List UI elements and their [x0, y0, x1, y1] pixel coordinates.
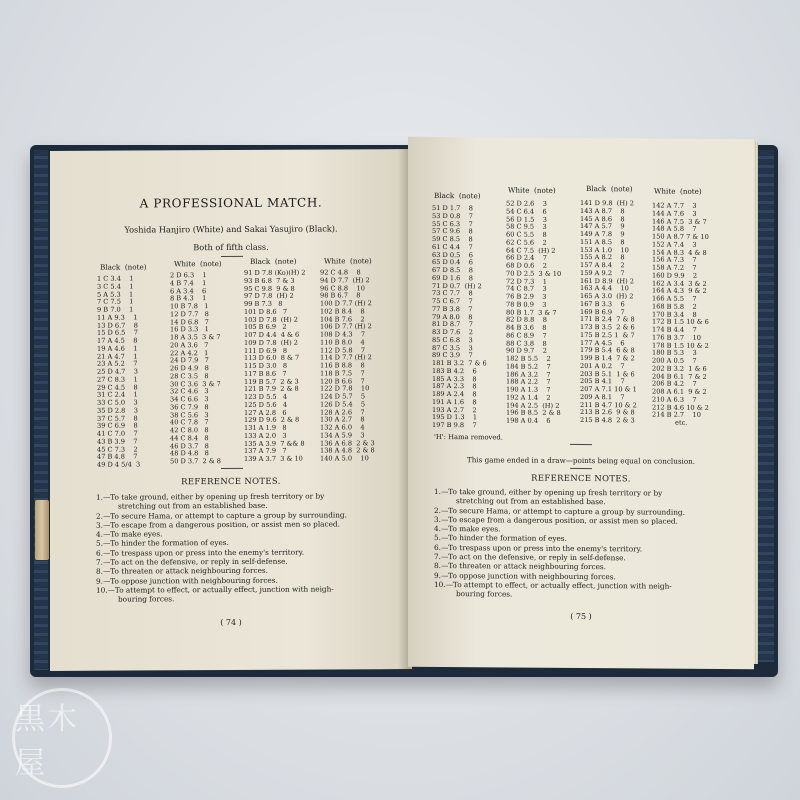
hama-note: 'H': Hama removed.	[434, 432, 503, 442]
reference-note: 9.—To oppose junction with neighbouring forces.	[96, 575, 278, 586]
column-header: White (note)	[324, 256, 372, 266]
column-header: White (note)	[174, 259, 222, 269]
divider	[221, 256, 243, 257]
book-cover-left-edge	[34, 150, 48, 670]
reference-note: 3.—To escape from a dangerous position, or assist men so placed.	[434, 514, 678, 526]
reference-note: 8.—To threaten or attack neighbouring forces.	[434, 561, 606, 572]
column-header: White (note)	[654, 186, 702, 196]
reference-note: 3.—To escape from a dangerous position, or assist men so placed.	[96, 519, 340, 530]
moves-column-black: 91 D 7.8 (Ko)(H) 2 93 B 6.8 7 & 3 95 C 9.8 9 & 8 97 D 7.8 (H) 2 99 B 7.3 8 101 D 8.6 7 103 D 7.8 (H) 2 105 B 6.9 2 107 D 4.4 4 & 6 109 D 7.8 (H) 2 111 D 6.9 8 113 D 6.0 8 & 7 115 D 3.0 8 117 B 8.6 7 119 B 5.7 2 & 3 121 B 7.9 2 & 8 123 D 5.5 4 125 D 5.6 4 127 A 2.8 6 129 D 9.6 2 & 8 131 A 1.9 8 133 A 2.0 3 135 A 3.9 7 && 8 137 A 7.9 7 139 A 3.7 3 & 10	[244, 268, 306, 463]
reference-notes-title: REFERENCE NOTES.	[531, 472, 631, 484]
moves-column-white: 52 D 2.6 3 54 C 6.4 6 56 D 1.5 3 58 C 9.5 3 60 C 5.5 8 62 C 5.6 2 64 C 7.5 (H) 2 66 D 2.4 7 68 D 0.6 2 70 D 2.5 3 & 10 72 D 7.3 1 74 C 8.7 3 76 B 2.9 3 78 B 0.9 3 80 B 1.7 3 & 7 82 D 8.8 8 84 B 3.6 8 86 C 8.9 7 88 C 3.8 8 90 D 9.7 2 182 B 5.5 2 184 B 5.2 7 186 A 3.2 7 188 A 2.2 7 190 A 1.3 7 192 A 1.4 2 194 A 2.5 (H) 2 196 B 8.5 2 & 8 198 A 0.4 6	[506, 199, 562, 425]
reference-note: 4.—To make eyes.	[96, 529, 163, 539]
reference-note: 5.—To hinder the formation of eyes.	[434, 533, 567, 544]
reference-note: stretching out from an established base.	[456, 496, 606, 507]
reference-note: 6.—To trespass upon or press into the enemy's territory.	[434, 542, 643, 554]
reference-note: 2.—To secure Hama, or attempt to capture a group by surrounding.	[96, 509, 347, 521]
reference-note: 7.—To act on the defensive, or reply in self-defense.	[96, 556, 288, 567]
column-header: Black (note)	[100, 262, 147, 272]
reference-note: 1.—To take ground, either by opening up fresh territory or by	[96, 491, 325, 502]
moves-column-white: 92 C 4.8 8 94 D 7.7 (H) 2 96 C 8.8 10 98 B 6.7 8 100 D 7.7 (H) 2 102 B 8.4 8 104 B 7.6 2 106 D 7.7 (H) 2 108 D 4.3 7 110 B 8.0 4 112 D 5.8 7 114 D 7.7 (H) 2 116 B 8.8 8 118 B 7.5 7 120 B 6.6 7 122 D 7.8 10 124 D 5.7 5 126 D 5.4 5 128 A 2.6 7 130 A 2.7 8 132 A 6.0 4 134 A 5.9 3 136 A 6.8 2 & 3 138 A 4.8 2 & 8 140 A 5.0 10	[320, 268, 375, 463]
reference-note: bouring forces.	[456, 589, 513, 599]
divider	[570, 444, 592, 445]
right-page	[408, 137, 754, 669]
moves-column-white: 2 D 6.3 1 4 B 7.4 1 6 A 3.4 6 8 B 4.3 1 10 B 7.8 1 12 D 7.7 8 14 D 6.8 7 16 D 3.3 1 18 A 3.5 3 & 7 20 A 3.6 7 22 A 4.2 1 24 D 7.9 7 26 D 4.9 8 28 C 3.5 8 30 C 3.6 3 & 7 32 C 4.6 3 34 C 6.6 3 36 C 7.9 8 38 C 5.6 3 40 C 7.8 7 42 C 8.0 8 44 C 8.4 8 46 D 3.7 8 48 D 4.8 8 50 D 3.7 2 & 8	[170, 271, 221, 466]
moves-column-white: 142 A 7.7 3 144 A 7.6 3 146 A 7.5 3 & 7 148 A 5.8 7 150 A 8.7 7 & 10 152 A 7.4 3 154 A 8.3 4 & 8 156 A 7.3 7 158 A 7.2 7 160 D 9.9 2 162 A 3.4 3 & 2 164 A 4.3 9 & 2 166 A 5.5 7 168 B 5.8 2 170 B 3.4 8 172 B 1.5 10 & 6 174 B 4.4 7 176 B 3.7 10 178 B 1.5 10 & 2 180 B 5.3 3 200 A 0.5 7 202 B 3.2 1 & 6 204 B 6.1 7 & 2 206 B 4.2 7 208 A 6.1 9 & 2 210 A 6.3 7 212 B 4.6 10 & 2 214 B 2.7 10 etc.	[652, 201, 709, 427]
reference-note: 10.—To attempt to effect, or actually effect, junction with neigh-	[96, 584, 334, 595]
reference-note: 10.—To attempt to effect, or actually effect, junction with neigh-	[434, 579, 672, 591]
left-page	[50, 149, 412, 671]
book-cover-right-edge	[756, 150, 774, 662]
reference-note: 8.—To threaten or attack neighbouring forces.	[96, 566, 268, 577]
watermark-seal: 黒木屋	[12, 688, 112, 788]
column-header: Black (note)	[586, 184, 633, 194]
game-result: This game ended in a draw—points being equal on conclusion.	[466, 455, 696, 466]
divider	[221, 468, 243, 469]
reference-notes	[96, 491, 347, 604]
reference-note: 1.—To take ground, either by opening up fresh territory or by	[434, 486, 663, 498]
reference-note: 6.—To trespass upon or press into the enemy's territory.	[96, 547, 305, 558]
reference-note: bouring forces.	[118, 594, 175, 604]
column-header: Black (note)	[434, 190, 481, 201]
divider	[570, 468, 592, 469]
column-header: Black (note)	[250, 256, 297, 266]
moves-column-black: 51 D 1.7 8 53 D 0.8 7 55 C 6.3 7 57 C 9.6 8 59 C 8.5 8 61 C 4.4 7 63 D 0.5 6 65 D 0.4 6 67 D 8.5 8 69 D 1.6 8 71 D 0.7 (H) 2 73 C 7.7 8 75 C 6.7 7 77 B 3.8 7 79 A 8.0 8 81 D 8.7 7 83 D 7.6 2 85 C 6.8 3 87 C 3.5 3 89 C 3.9 7 181 B 3.2 7 & 6 183 B 4.2 6 185 A 3.3 8 187 A 2.3 8 189 A 2.4 8 191 A 1.6 8 193 A 2.7 2 195 D 1.3 1 197 B 9.8 7	[432, 203, 487, 430]
class-note: Both of fifth class.	[193, 241, 269, 253]
page-number: ( 75 )	[570, 611, 592, 622]
reference-note: 5.—To hinder the formation of eyes.	[96, 538, 229, 549]
reference-note: stretching out from an established base.	[118, 501, 268, 511]
reference-notes-title: REFERENCE NOTES.	[181, 475, 281, 487]
reference-note: 2.—To secure Hama, or attempt to capture a group by surrounding.	[434, 505, 685, 517]
page-title: A PROFESSIONAL MATCH.	[139, 195, 323, 211]
reference-notes	[434, 487, 685, 600]
reference-note: 4.—To make eyes.	[434, 524, 501, 534]
moves-column-black: 141 D 9.8 (H) 2 143 A 8.7 8 145 A 8.6 8 147 A 5.7 9 149 A 7.8 9 151 A 8.5 8 153 A 1.0 10 155 A 8.2 8 157 A 8.4 2 159 A 9.2 7 161 D 8.9 (H) 2 163 A 4.4 10 165 A 3.0 (H) 2 167 B 3.3 6 169 B 6.9 7 171 B 2.4 7 & 8 173 B 3.5 2 & 6 175 B 2.5 1 & 7 177 A 4.5 6 179 B 5.4 6 & 8 199 B 1.4 7 & 2 201 A 0.2 7 203 B 5.1 1 & 6 205 B 4.1 7 207 A 7.1 10 & 1 209 A 8.1 7 211 B 4.7 10 & 2 213 B 2.6 9 & 8 215 B 4.8 2 & 3	[580, 198, 637, 425]
page-number: ( 74 )	[220, 617, 242, 628]
spine-label	[35, 500, 49, 560]
column-header: White (note)	[508, 185, 556, 195]
reference-note: 9.—To oppose junction with neighbouring forces.	[434, 570, 616, 581]
players-line: Yoshida Hanjiro (White) and Sakai Yasujiro (Black).	[124, 223, 338, 235]
reference-note: 7.—To act on the defensive, or reply in self-defense.	[434, 552, 626, 563]
moves-column-black: 1 C 3.4 1 3 C 5.4 1 5 A 5.3 1 7 C 7.5 1 9 B 7.0 1 11 A 9.3 1 13 D 6.7 8 15 D 6.5 7 17 A 4.5 8 19 A 4.6 1 21 A 4.7 1 23 A 5.2 7 25 D 4.7 3 27 C 8.3 1 29 C 4.5 8 31 C 2.4 1 33 C 5.0 3 35 D 2.8 3 37 C 5.7 8 39 C 6.9 8 41 C 7.0 7 43 B 3.9 7 45 C 7.3 2 47 B 4.8 7 49 D 4 5/4 3	[97, 274, 141, 469]
